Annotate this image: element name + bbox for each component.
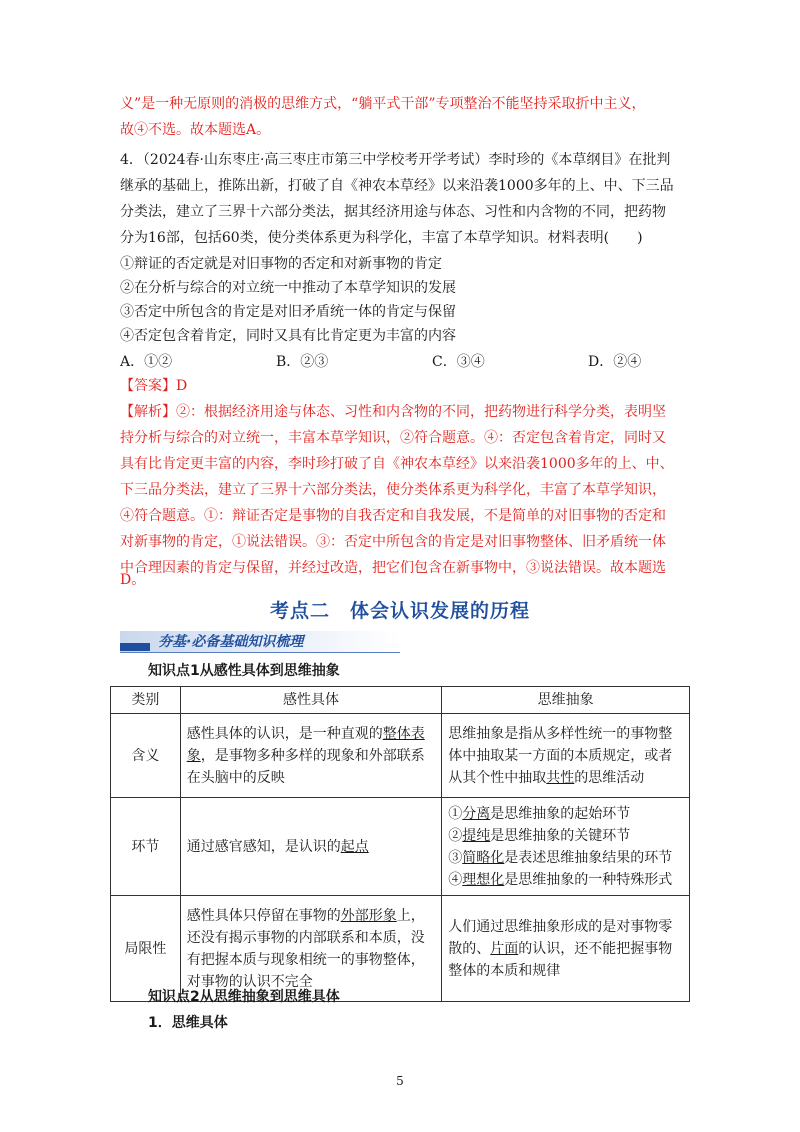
table-row bbox=[111, 714, 690, 798]
row-label: 环节 bbox=[111, 798, 181, 896]
option-b: B．②③ bbox=[276, 354, 329, 370]
statement-1: ①辩证的否定就是对旧事物的否定和对新事物的肯定 bbox=[120, 256, 442, 272]
statement-4: ④否定包含着肯定，同时又具有比肯定更为丰富的内容 bbox=[120, 328, 456, 344]
table-header: 感性具体 bbox=[180, 687, 442, 714]
table-header: 类别 bbox=[111, 687, 181, 714]
section-title: 考点二 体会认识发展的历程 bbox=[269, 600, 530, 622]
step-item: ④理想化是思维抽象的一种特殊形式 bbox=[448, 871, 673, 888]
step-item: ③简略化是表述思维抽象结果的环节 bbox=[448, 849, 673, 866]
intro-line: 义”是一种无原则的消极的思维方式，“躺平式干部”专项整治不能坚持采取折中主义， bbox=[120, 96, 646, 112]
page-number: 5 bbox=[396, 1074, 404, 1088]
analysis-line: ④符合题意。①：辩证否定是事物的自我否定和自我发展，不是简单的对旧事物的否定和 bbox=[120, 508, 666, 524]
option-a: A．①② bbox=[120, 354, 173, 370]
question-line: 分类法，建立了三界十六部分类法，据其经济用途与体态、习性和内含物的不同，把药物 bbox=[120, 204, 666, 220]
step-item: ①分离是思维抽象的起始环节 bbox=[448, 805, 631, 822]
analysis-line: 下三品分类法，建立了三界十六部分类法，使分类体系更为科学化，丰富了本草学知识， bbox=[120, 482, 666, 498]
statement-2: ②在分析与综合的对立统一中推动了本草学知识的发展 bbox=[120, 280, 456, 296]
option-c: C．③④ bbox=[432, 354, 485, 370]
section-banner bbox=[120, 631, 400, 653]
table-cell: 人们通过思维抽象形成的是对事物零散的、片面的认识，还不能把握事物整体的本质和规律 bbox=[442, 896, 690, 1002]
table-header-row bbox=[111, 687, 690, 714]
statement-3: ③否定中所包含的肯定是对旧矛盾统一体的肯定与保留 bbox=[120, 304, 456, 320]
analysis-line: 中合理因素的肯定与保留，并经过改造，把它们包含在新事物中，③说法错误。故本题选 bbox=[120, 560, 666, 576]
table-cell: 思维抽象是指从多样性统一的事物整体中抽取某一方面的本质规定，或者从其个性中抽取共性的思维活动 bbox=[442, 714, 690, 798]
analysis-line: 持分析与综合的对立统一，丰富本草学知识，②符合题意。④：否定包含着肯定，同时又 bbox=[120, 430, 666, 446]
table-cell bbox=[442, 798, 690, 896]
intro-line: 故④不选。故本题选A。 bbox=[120, 122, 271, 138]
table-cell: 感性具体的认识，是一种直观的整体表 象，是事物多种多样的现象和外部联系在头脑中的反映 bbox=[180, 714, 442, 798]
table-row bbox=[111, 798, 690, 896]
banner-divider bbox=[120, 652, 400, 653]
analysis-line: 具有比肯定更丰富的内容，李时珍打破了自《神农本草经》以来沿袭1000多年的上、中、 bbox=[120, 456, 674, 472]
step-item: ②提纯是思维抽象的关键环节 bbox=[448, 827, 631, 844]
question-line: 继承的基础上，推陈出新，打破了自《神农本草经》以来沿袭1000多年的上、中、下三品 bbox=[120, 178, 674, 194]
table-header: 思维抽象 bbox=[442, 687, 690, 714]
knowledge-table bbox=[110, 686, 690, 1002]
analysis-line: 对新事物的肯定，①说法错误。③：否定中所包含的肯定是对旧事物整体、旧矛盾统一体 bbox=[120, 534, 666, 550]
analysis-line: D。 bbox=[120, 572, 146, 588]
knowledge-point-1-title: 知识点1从感性具体到思维抽象 bbox=[148, 663, 340, 679]
row-label: 局限性 bbox=[111, 896, 181, 1002]
banner-text: 夯基·必备基础知识梳理 bbox=[158, 634, 304, 650]
table-cell: 通过感官感知，是认识的起点 bbox=[180, 798, 442, 896]
banner-marker-icon bbox=[120, 643, 150, 651]
question-line: 4．（2024春·山东枣庄·高三枣庄市第三中学校考开学考试）李时珍的《本草纲目》在批判 bbox=[120, 152, 671, 168]
answer: 【答案】D bbox=[120, 378, 188, 394]
table-cell: 感性具体只停留在事物的外部形象上，还没有揭示事物的内部联系和本质，没有把握本质与现象相统一的事物整体，对事物的认识不完全 bbox=[180, 896, 442, 1002]
subheading: 1．思维具体 bbox=[148, 1015, 228, 1031]
knowledge-point-2-title: 知识点2从思维抽象到思维具体 bbox=[148, 989, 340, 1005]
question-line: 分为16部，包括60类，使分类体系更为科学化，丰富了本草学知识。材料表明( ) bbox=[120, 230, 643, 246]
row-label: 含义 bbox=[111, 714, 181, 798]
option-d: D．②④ bbox=[588, 354, 642, 370]
analysis-line: 【解析】②：根据经济用途与体态、习性和内含物的不同，把药物进行科学分类，表明坚 bbox=[120, 404, 666, 420]
